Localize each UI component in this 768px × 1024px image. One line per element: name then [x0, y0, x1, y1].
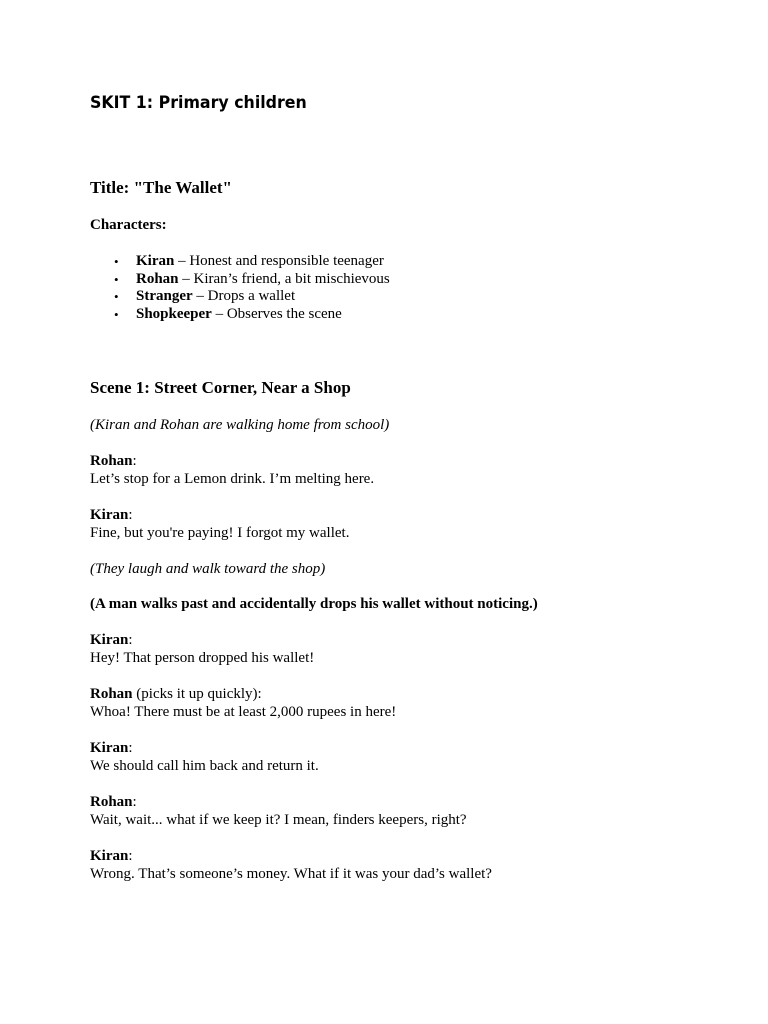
speaker-name: Kiran	[90, 740, 129, 756]
characters-label: Characters:	[90, 217, 167, 233]
character-name: Kiran	[136, 253, 175, 269]
character-name: Shopkeeper	[136, 305, 212, 322]
character-list	[114, 253, 390, 323]
bullet-icon: •	[114, 289, 119, 305]
play-title: Title: "The Wallet"	[90, 178, 232, 197]
speaker-name: Rohan	[90, 794, 133, 810]
speaker-note: :	[132, 794, 137, 810]
speaker-line	[90, 793, 137, 811]
dialogue-text: Wrong. That’s someone’s money. What if it was your dad’s wallet?	[90, 866, 492, 882]
speaker-line	[90, 452, 137, 470]
dialogue-text: Let’s stop for a Lemon drink. I’m melting here.	[90, 471, 375, 487]
speaker-note: :	[128, 848, 133, 864]
speaker-name: Kiran	[90, 632, 129, 648]
dialogue-text: Hey! That person dropped his wallet!	[90, 650, 315, 666]
speaker-line	[90, 631, 133, 649]
speaker-name: Kiran	[90, 507, 129, 523]
dialogue-text: We should call him back and return it.	[90, 758, 319, 774]
skit-heading: SKIT 1: Primary children	[90, 93, 307, 113]
speaker-note: :	[128, 632, 133, 648]
speaker-name: Rohan	[90, 686, 133, 702]
character-name: Stranger	[136, 288, 193, 305]
bullet-icon: •	[114, 306, 119, 322]
character-name: Rohan	[136, 270, 179, 287]
stage-direction: (They laugh and walk toward the shop)	[90, 561, 326, 577]
speaker-note: :	[128, 740, 133, 756]
speaker-note: (picks it up quickly):	[132, 686, 262, 702]
dialogue-text: Fine, but you're paying! I forgot my wallet.	[90, 525, 350, 541]
speaker-line	[90, 739, 133, 757]
stage-direction: (Kiran and Rohan are walking home from school)	[90, 417, 390, 433]
speaker-name: Rohan	[90, 453, 133, 469]
character-item	[114, 253, 390, 271]
speaker-line	[90, 506, 133, 524]
speaker-line	[90, 685, 262, 703]
speaker-note: :	[132, 453, 137, 469]
dialogue-text: Whoa! There must be at least 2,000 rupees in here!	[90, 704, 397, 720]
speaker-line	[90, 847, 133, 865]
dialogue-text: Wait, wait... what if we keep it? I mean, finders keepers, right?	[90, 812, 467, 828]
character-description: – Drops a wallet	[192, 288, 296, 305]
character-item	[114, 271, 390, 289]
character-description: – Kiran’s friend, a bit mischievous	[178, 270, 390, 287]
scene-heading: Scene 1: Street Corner, Near a Shop	[90, 378, 351, 397]
bullet-icon: •	[114, 271, 119, 287]
character-item	[114, 288, 390, 306]
character-description: – Observes the scene	[211, 305, 342, 322]
character-description: – Honest and responsible teenager	[174, 253, 384, 269]
bullet-icon: •	[114, 254, 119, 269]
stage-direction-bold: (A man walks past and accidentally drops his wallet without noticing.)	[90, 596, 538, 612]
speaker-note: :	[128, 507, 133, 523]
character-item	[114, 306, 390, 324]
speaker-name: Kiran	[90, 848, 129, 864]
